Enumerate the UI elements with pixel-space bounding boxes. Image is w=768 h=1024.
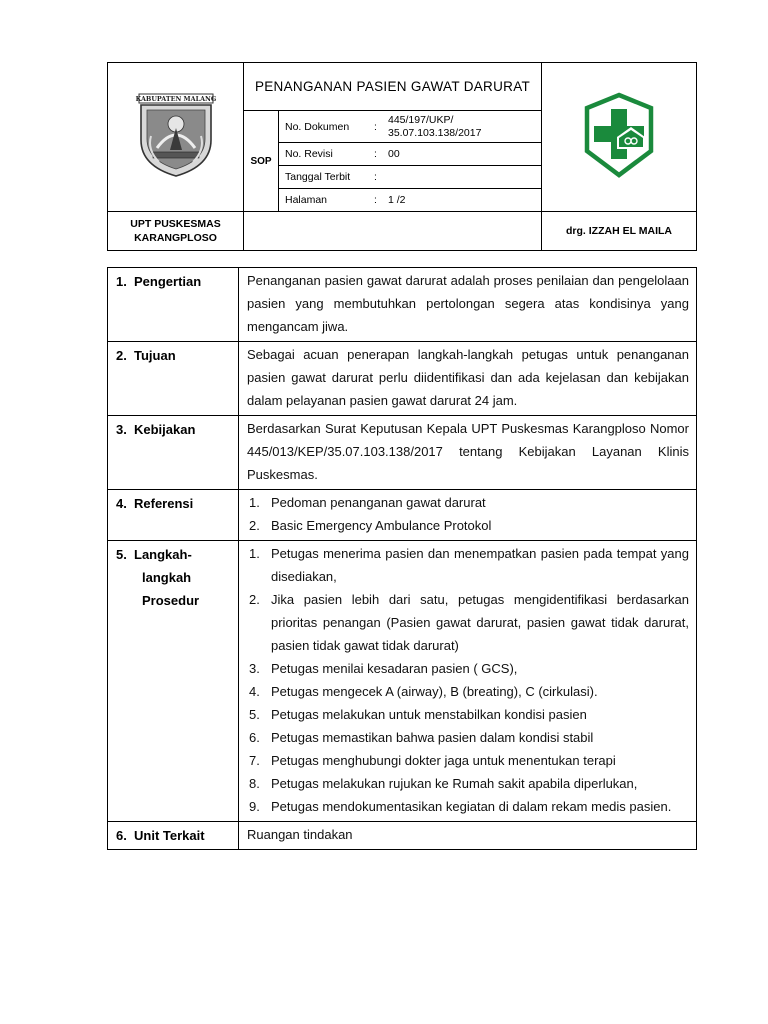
unit-name-text: UPT PUSKESMAS KARANGPLOSO <box>130 218 221 244</box>
section-text: Penanganan pasien gawat darurat adalah proses penilaian dan pengelolaan pasien yang membutuhkan pertolongan segera atas kondisinya yang mengancam jiwa. <box>239 268 697 342</box>
section-text: Berdasarkan Surat Keputusan Kepala UPT Puskesmas Karangploso Nomor 445/013/KEP/35.07.103.138/2017 tentang Kebijakan Layanan Klinis Puskesmas. <box>239 416 697 490</box>
list-item: 9. Petugas mendokumentasikan kegiatan di dalam rekam medis pasien. <box>249 799 672 814</box>
meta-colon: : <box>374 189 388 212</box>
section-title: Unit Terkait <box>134 828 205 843</box>
sop-label: SOP <box>244 111 279 212</box>
reference-list <box>247 491 689 537</box>
sop-content-table <box>107 267 697 850</box>
section-row <box>108 342 697 416</box>
list-item: 3. Petugas menilai kesadaran pasien ( GCS), <box>249 661 518 676</box>
section-label <box>108 490 239 541</box>
meta-value-document: 445/197/UKP/ 35.07.103.138/2017 <box>388 111 542 143</box>
section-label <box>108 268 239 342</box>
section-number: 5. <box>116 547 127 562</box>
meta-label-issue-date: Tanggal Terbit <box>279 166 375 189</box>
puskesmas-logo-icon <box>573 89 665 181</box>
list-item: 8. Petugas melakukan rujukan ke Rumah sakit apabila diperlukan, <box>249 776 638 791</box>
sop-header-table <box>107 62 697 251</box>
section-number: 3. <box>116 422 127 437</box>
section-title: Tujuan <box>134 348 176 363</box>
section-title: Prosedur <box>142 593 200 608</box>
section-number: 1. <box>116 274 127 289</box>
list-item: 5. Petugas melakukan untuk menstabilkan kondisi pasien <box>249 707 587 722</box>
section-number: 4. <box>116 496 127 511</box>
section-title: Pengertian <box>134 274 202 289</box>
regency-emblem-icon <box>135 92 217 178</box>
meta-label-revision: No. Revisi <box>279 143 375 166</box>
meta-label-document: No. Dokumen <box>279 111 375 143</box>
section-list-cell <box>239 541 697 822</box>
meta-value-revision: 00 <box>388 143 542 166</box>
regency-label: KABUPATEN MALANG <box>135 94 216 103</box>
section-text: Ruangan tindakan <box>239 822 697 850</box>
section-title: Langkah- <box>134 547 192 562</box>
list-item: 1. Pedoman penanganan gawat darurat <box>249 495 486 510</box>
section-label <box>108 541 239 822</box>
section-number: 6. <box>116 828 127 843</box>
meta-label-page: Halaman <box>279 189 375 212</box>
unit-name <box>108 212 244 251</box>
list-item: 4. Petugas mengecek A (airway), B (breating), C (cirkulasi). <box>249 684 598 699</box>
section-number: 2. <box>116 348 127 363</box>
meta-value-page: 1 /2 <box>388 189 542 212</box>
section-row <box>108 541 697 822</box>
list-item: 6. Petugas memastikan bahwa pasien dalam kondisi stabil <box>249 730 594 745</box>
list-item: 2. Jika pasien lebih dari satu, petugas mengidentifikasi berdasarkan prioritas penangan (Pasien gawat darurat, pasien gawat tidak darurat, pasien tidak gawat tidak darurat) <box>249 592 689 653</box>
section-title: Kebijakan <box>134 422 196 437</box>
list-item: 1. Petugas menerima pasien dan menempatkan pasien pada tempat yang disediakan, <box>249 546 689 584</box>
procedure-list <box>247 542 689 818</box>
section-row <box>108 268 697 342</box>
section-list-cell <box>239 490 697 541</box>
signatory-name: drg. IZZAH EL MAILA <box>542 212 697 251</box>
section-label <box>108 342 239 416</box>
section-row <box>108 822 697 850</box>
list-item: 7. Petugas menghubungi dokter jaga untuk menentukan terapi <box>249 753 616 768</box>
sop-title: PENANGANAN PASIEN GAWAT DARURAT <box>244 63 542 111</box>
section-text: Sebagai acuan penerapan langkah-langkah petugas untuk penanganan pasien gawat darurat perlu diidentifikasi dan ada kejelasan dan kebijakan dalam pelayanan pasien gawat darurat 24 jam. <box>239 342 697 416</box>
empty-cell <box>244 212 542 251</box>
list-item: 2. Basic Emergency Ambulance Protokol <box>249 518 492 533</box>
meta-colon: : <box>374 143 388 166</box>
section-label <box>108 416 239 490</box>
section-row <box>108 416 697 490</box>
meta-value-issue-date <box>388 166 542 189</box>
section-label <box>108 822 239 850</box>
regency-emblem-cell <box>108 63 244 212</box>
meta-colon: : <box>374 166 388 189</box>
section-title: Referensi <box>134 496 194 511</box>
section-title: langkah <box>142 570 192 585</box>
meta-colon: : <box>374 111 388 143</box>
puskesmas-logo-cell <box>542 63 697 212</box>
section-row <box>108 490 697 541</box>
